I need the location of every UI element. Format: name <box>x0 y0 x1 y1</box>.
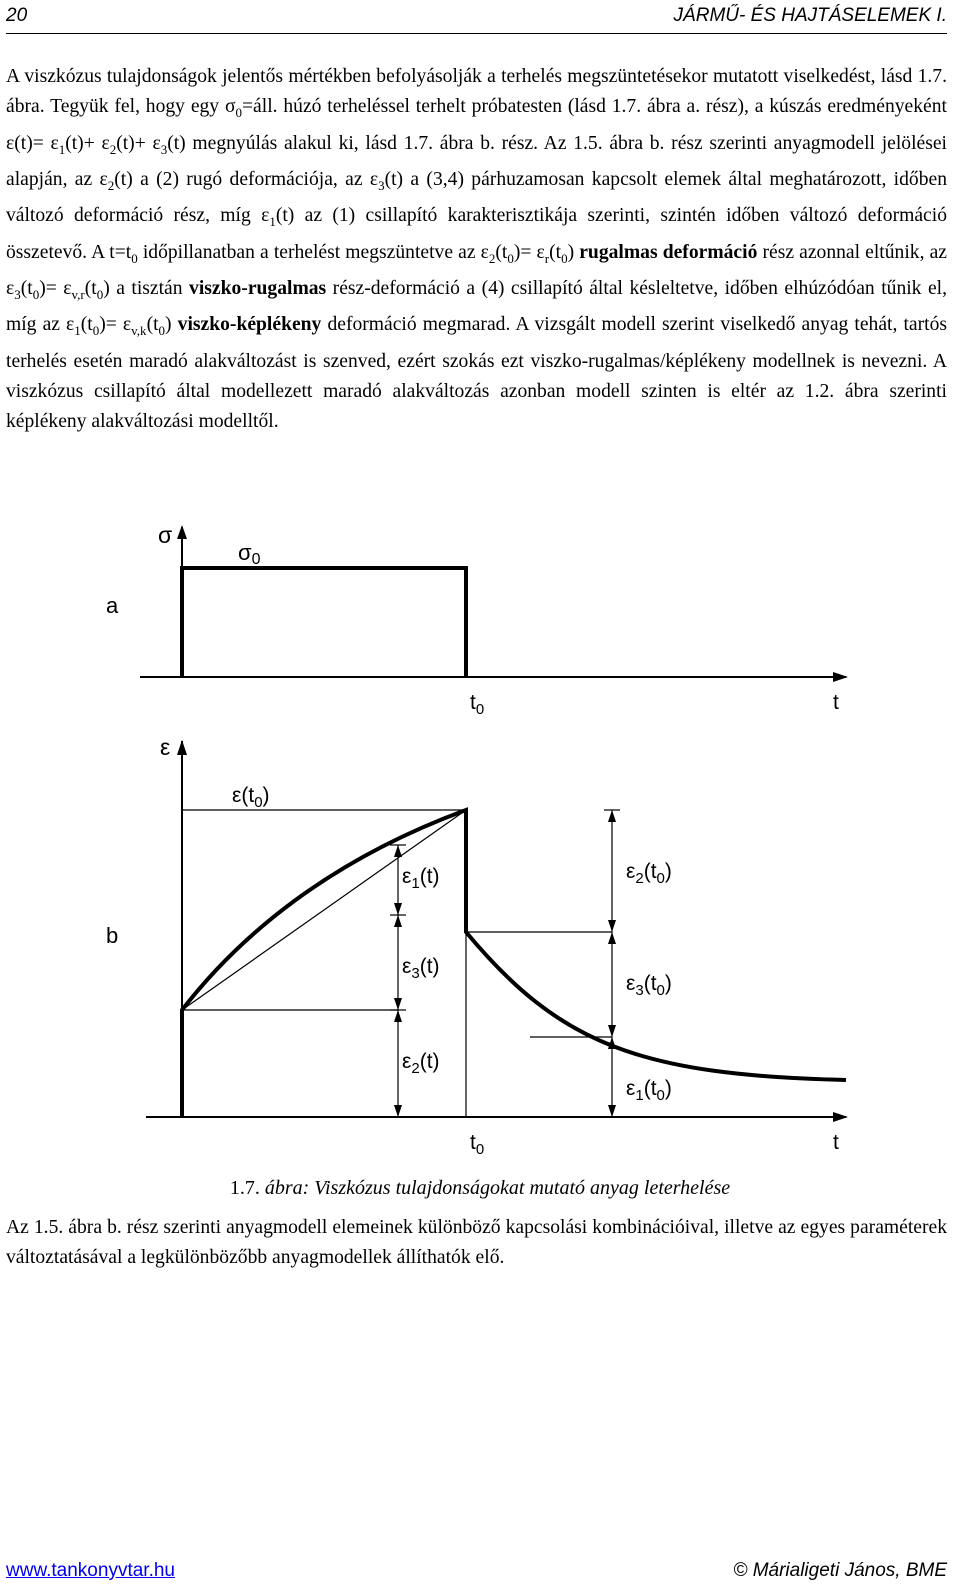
text-run: (t) megnyúlás alakul ki, lásd 1.7. ábra b. rész. Az 1.5. ábra b. rész szerinti anyagmodell jelölései alapján, az ε <box>6 132 947 191</box>
text-run: (t) a (3,4) párhuzamosan kapcsolt elemek által meghatározott, időben változó deformáció rész, míg ε <box>6 169 948 227</box>
stress-history-plot <box>106 522 848 718</box>
stress-step-curve <box>182 568 466 677</box>
paragraph-creep-description <box>6 62 947 438</box>
page-number: 20 <box>6 5 28 26</box>
paragraph-model-combinations: Az 1.5. ábra b. rész szerinti anyagmodell elemeinek különböző kapcsolási kombinációival, illetve az egyes paraméterek változtatásával a legkülönbözőbb anyagmodellek állíthatók elő. <box>6 1217 947 1269</box>
body-paragraph <box>6 62 947 438</box>
text-run: 2 <box>488 250 496 266</box>
eps3-t0-label: $\varepsilon_3(t_0)$ <box>626 972 672 999</box>
text-run: A viszkózus tulajdonságok jelentős mértékben befolyásolják a terhelés megszüntetésekor mutatott viselkedést, lásd 1.7. ábra. Tegyük fel, hogy egy <box>6 66 947 118</box>
text-run: időpillanatban a terhelést megszüntetve az ε <box>137 241 489 263</box>
t-axis-label-a: t <box>833 691 839 714</box>
text-run: 0 <box>158 323 166 339</box>
text-run: 0 <box>92 323 100 339</box>
text-run: viszko-rugalmas <box>189 277 327 299</box>
strain-curve <box>182 810 846 1117</box>
t-axis-label-b: t <box>833 1131 839 1154</box>
text-run: deformáció megmarad. A vizsgált modell szerint viselkedő anyag tehát, tartós terhelés esetén maradó alakváltozást is szenved, ezért szokás ezt viszko-rugalmas/képlékeny modellnek is nevezni. A viszkózus csillapító által modellezett maradó alakváltozás azonban modell szinten is eltér az 1.2. ábra szerinti képlékeny alakváltozási modelltől. <box>6 314 948 433</box>
text-run: )= ε <box>513 241 545 263</box>
text-run: 0 <box>561 250 568 266</box>
text-run: 2 <box>107 177 115 193</box>
time-axis-b-arrow <box>833 1112 848 1122</box>
text-run: 2 <box>109 141 117 157</box>
sigma0-label: σ0 <box>238 540 261 568</box>
eps1-label: $\varepsilon_1(t)$ <box>402 865 440 892</box>
text-run: 0 <box>96 286 104 302</box>
text-run: 0 <box>131 250 138 266</box>
text-run: rész azonnal eltűnik, az ε <box>6 241 947 299</box>
text-run: (t <box>20 277 33 299</box>
copyright-text: © Márialigeti János, BME <box>733 1560 947 1581</box>
time-axis-a-arrow <box>833 672 848 682</box>
text-run: (t)+ ε <box>65 132 110 154</box>
body-paragraph-2 <box>6 1213 947 1274</box>
text-run: v,k <box>131 323 147 339</box>
text-run: (t <box>146 314 159 336</box>
t0-label-a: $t_0$ <box>470 691 485 718</box>
text-run: 0 <box>507 250 514 266</box>
text-run: 0 <box>32 286 40 302</box>
eps2-t0-label: $\varepsilon_2(t_0)$ <box>626 860 672 887</box>
text-run: (t)+ ε <box>116 132 161 154</box>
figure-caption <box>0 1174 960 1202</box>
figure-1-7 <box>0 515 960 1175</box>
text-run: (t <box>495 241 508 263</box>
epsilon-axis-arrow <box>177 740 187 755</box>
text-run: 1 <box>74 323 81 339</box>
text-run: 1 <box>58 141 66 157</box>
eps1-t0-label: $\varepsilon_1(t_0)$ <box>626 1077 672 1104</box>
text-run: (t <box>84 277 97 299</box>
part-b-label: b <box>106 923 119 948</box>
text-run: (t) a (2) rugó deformációja, az ε <box>114 169 379 191</box>
text-run: ) a tisztán <box>103 277 190 299</box>
text-run: 3 <box>14 286 21 302</box>
text-run: (t <box>549 241 562 263</box>
text-run: ) <box>165 314 178 336</box>
text-run: 3 <box>378 177 385 193</box>
caption-number: 1.7. <box>229 1177 265 1199</box>
text-run: 3 <box>160 141 168 157</box>
text-run: r <box>544 250 550 266</box>
text-run: =áll. húzó terheléssel terhelt próbatesten (lásd 1.7. ábra a. rész), a kúszás eredményeként ε(t)= ε <box>6 96 947 154</box>
part-a-label: a <box>106 593 119 618</box>
text-run: )= ε <box>39 277 72 299</box>
t0-label-b: $t_0$ <box>470 1131 485 1158</box>
sigma-axis-arrow <box>177 525 187 539</box>
secant-line <box>182 810 466 1010</box>
website-link[interactable]: www.tankonyvtar.hu <box>6 1560 175 1581</box>
page-footer <box>6 1560 947 1584</box>
text-run: σ <box>224 96 236 118</box>
text-run: viszko-képlékeny <box>177 314 322 336</box>
text-run: rugalmas deformáció <box>579 241 758 263</box>
text-run: v,r <box>71 286 85 302</box>
eps-t0-label: $\varepsilon(t_0)$ <box>232 784 270 811</box>
strain-history-plot <box>106 734 848 1158</box>
running-title: JÁRMŰ- ÉS HAJTÁSELEMEK I. <box>673 5 947 26</box>
text-run: (t <box>80 314 93 336</box>
text-run: )= ε <box>99 314 132 336</box>
viscous-unloading-diagram <box>0 515 960 1175</box>
page-header <box>6 0 947 34</box>
epsilon-axis-label: ε <box>160 734 171 760</box>
eps3-label: $\varepsilon_3(t)$ <box>402 955 440 982</box>
text-run: rész-deformáció a (4) csillapító által késleltetve, időben elhúzódóan tűnik el, míg az ε <box>6 277 947 336</box>
text-run: ) <box>567 241 580 263</box>
caption-text: ábra: Viszkózus tulajdonságokat mutató anyag leterhelése <box>264 1177 731 1199</box>
text-run: 0 <box>235 105 242 121</box>
text-run: 1 <box>269 214 276 230</box>
eps2-label: $\varepsilon_2(t)$ <box>402 1050 440 1077</box>
text-run: (t) az (1) csillapító karakterisztikája szerinti, szintén időben változó deformáció összetevő. A t=t <box>6 205 947 263</box>
sigma-axis-label: σ <box>158 522 173 548</box>
